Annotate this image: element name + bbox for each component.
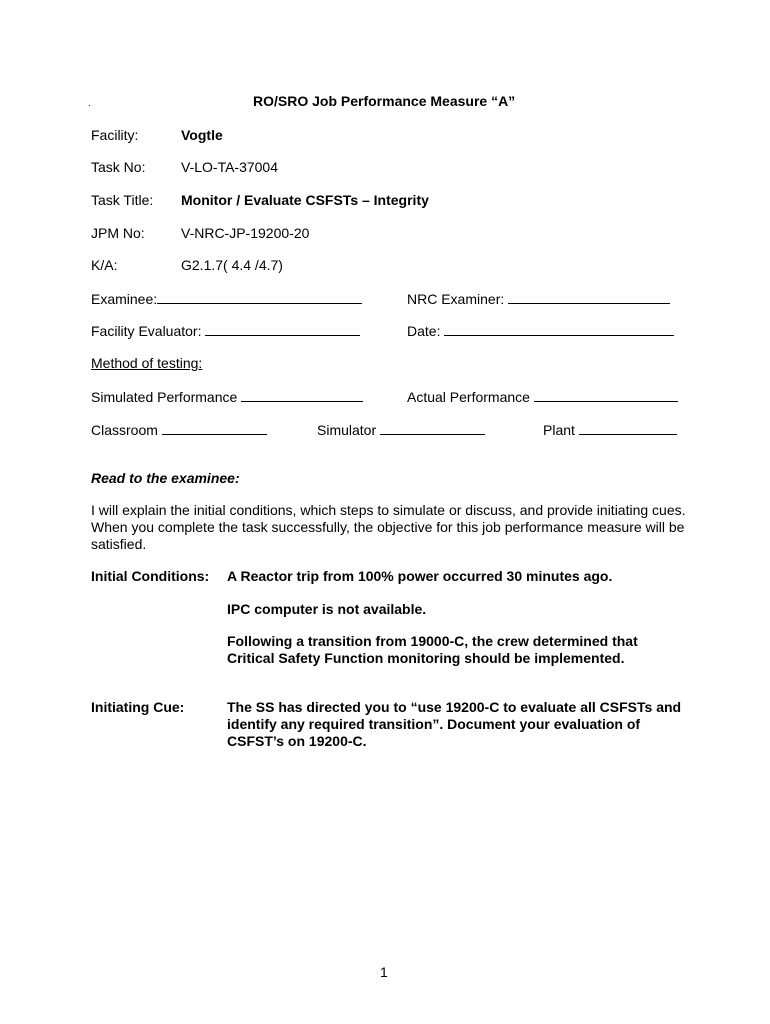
ka-label: K/A: — [91, 257, 118, 273]
plant-field — [543, 421, 677, 438]
ka-value: G2.1.7( 4.4 /4.7) — [181, 257, 283, 273]
initial-condition-1: A Reactor trip from 100% power occurred 30 minutes ago. — [227, 568, 613, 584]
method-heading: Method of testing: — [91, 355, 203, 371]
jpm-no-value: V-NRC-JP-19200-20 — [181, 225, 310, 241]
nrc-examiner-line[interactable] — [508, 290, 670, 304]
stray-mark: . — [88, 98, 91, 108]
examinee-field — [91, 290, 362, 307]
simulator-label: Simulator — [317, 422, 377, 438]
date-line[interactable] — [444, 322, 674, 336]
date-field — [407, 322, 674, 339]
task-title-value: Monitor / Evaluate CSFSTs – Integrity — [181, 192, 429, 208]
nrc-examiner-field — [407, 290, 670, 307]
classroom-label: Classroom — [91, 422, 158, 438]
initial-condition-2: IPC computer is not available. — [227, 601, 427, 617]
facility-evaluator-label: Facility Evaluator: — [91, 323, 202, 339]
plant-line[interactable] — [579, 421, 677, 435]
facility-value: Vogtle — [181, 127, 223, 143]
simulated-field — [91, 388, 363, 405]
simulator-field — [317, 421, 485, 438]
classroom-line[interactable] — [162, 421, 267, 435]
facility-label: Facility: — [91, 127, 139, 143]
classroom-field — [91, 421, 267, 438]
nrc-examiner-label: NRC Examiner: — [407, 291, 505, 307]
initial-condition-3: Following a transition from 19000-C, the crew determined that Critical Safety Function monitoring should be implemented. — [227, 633, 638, 666]
plant-label: Plant — [543, 422, 575, 438]
initiating-cue-label: Initiating Cue: — [91, 699, 185, 715]
task-no-label: Task No: — [91, 159, 146, 175]
initiating-cue-text: The SS has directed you to “use 19200-C to evaluate all CSFSTs and identify any required transition”. Document your evaluation of CSFST’s on 19200-C. — [227, 699, 682, 749]
read-to-text: I will explain the initial conditions, which steps to simulate or discuss, and provide initiating cues. When you complete the task successfully, the objective for this job performance measure will be satisfied. — [91, 502, 686, 552]
simulator-line[interactable] — [380, 421, 485, 435]
simulated-line[interactable] — [241, 388, 363, 402]
facility-evaluator-field — [91, 322, 360, 339]
actual-label: Actual Performance — [407, 389, 530, 405]
actual-line[interactable] — [534, 388, 678, 402]
page-number: 1 — [380, 964, 388, 980]
examinee-label: Examinee: — [91, 291, 158, 307]
task-no-value: V-LO-TA-37004 — [181, 159, 279, 175]
facility-evaluator-line[interactable] — [205, 322, 360, 336]
examinee-line[interactable] — [157, 290, 362, 304]
page-title: RO/SRO Job Performance Measure “A” — [253, 93, 516, 109]
read-to-heading: Read to the examinee: — [91, 470, 240, 486]
task-title-label: Task Title: — [91, 192, 154, 208]
jpm-no-label: JPM No: — [91, 225, 145, 241]
actual-field — [407, 388, 678, 405]
date-label: Date: — [407, 323, 441, 339]
initial-conditions-label: Initial Conditions: — [91, 568, 210, 584]
simulated-label: Simulated Performance — [91, 389, 238, 405]
